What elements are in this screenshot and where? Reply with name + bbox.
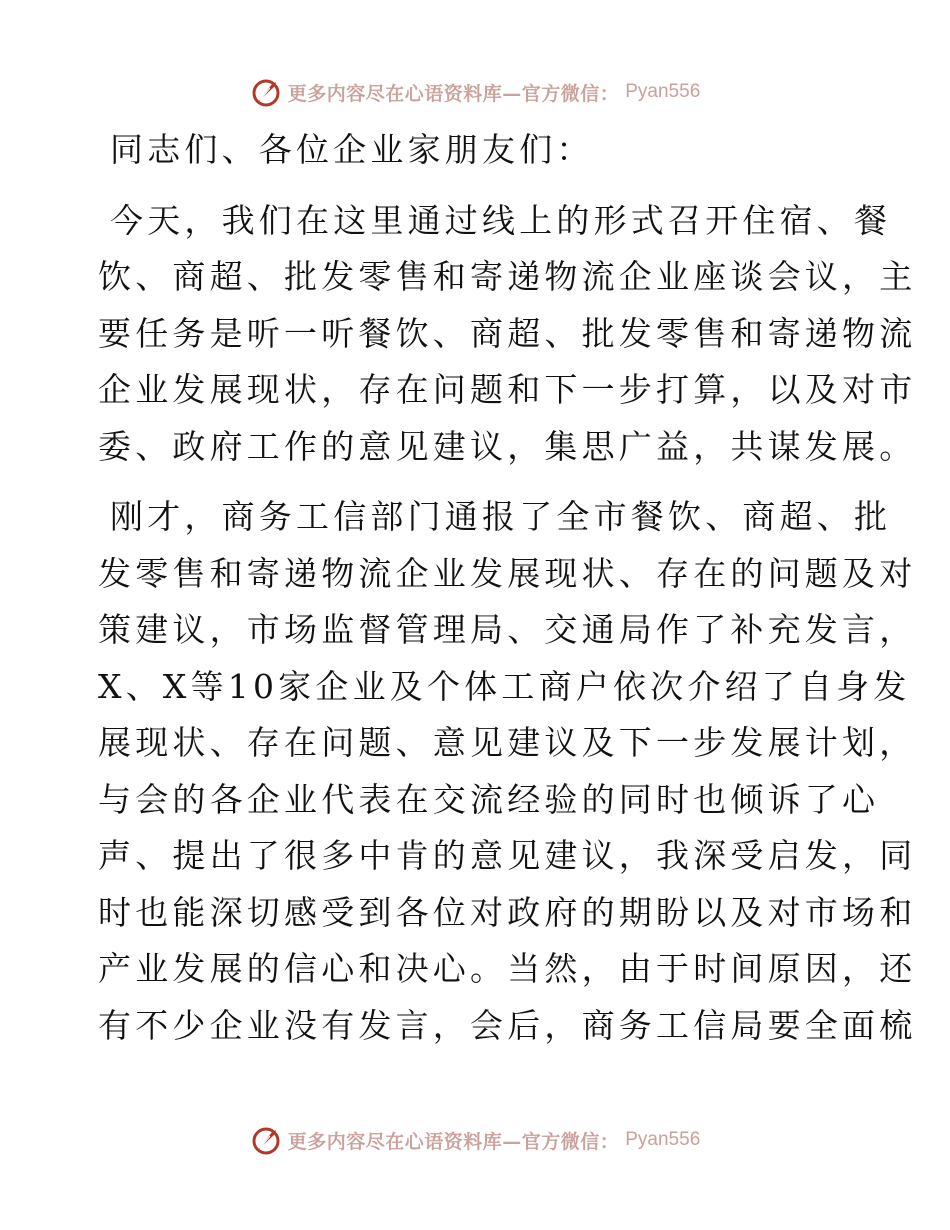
paragraph-1 bbox=[98, 193, 917, 476]
greeting: 同志们、各位企业家朋友们： bbox=[110, 130, 594, 169]
watermark-text: 更多内容尽在心语资料库—官方微信： bbox=[287, 1130, 620, 1153]
text-line: 企业发展现状，存在问题和下一步打算，以及对市 bbox=[98, 370, 917, 409]
text-line: 发零售和寄递物流企业发展现状、存在的问题及对 bbox=[98, 553, 917, 593]
text-line: 委、政府工作的意见建议，集思广益，共谋发展。 bbox=[98, 426, 917, 466]
quill-logo-icon bbox=[250, 1124, 282, 1156]
text-line: 策建议，市场监督管理局、交通局作了补充发言， bbox=[98, 610, 917, 649]
text-line: 与会的各企业代表在交流经验的同时也倾诉了心 bbox=[98, 779, 880, 819]
quill-logo-icon bbox=[250, 76, 282, 108]
paragraph-2 bbox=[98, 489, 917, 1054]
text-line: 要任务是听一听餐饮、商超、批发零售和寄递物流 bbox=[98, 313, 917, 353]
watermark-text: 更多内容尽在心语资料库—官方微信： bbox=[287, 82, 620, 105]
text-line: 有不少企业没有发言，会后，商务工信局要全面梳 bbox=[98, 1005, 917, 1045]
watermark-handle: Pyan556 bbox=[625, 81, 701, 102]
text-line: 今天，我们在这里通过线上的形式召开住宿、餐 bbox=[110, 200, 892, 240]
watermark-footer bbox=[0, 1120, 950, 1160]
text-line: 声、提出了很多中肯的意见建议，我深受启发，同 bbox=[98, 836, 917, 875]
text-line: 产业发展的信心和决心。当然，由于时间原因，还 bbox=[98, 949, 917, 988]
text-line: 饮、商超、批发零售和寄递物流企业座谈会议，主 bbox=[98, 257, 917, 296]
watermark-handle: Pyan556 bbox=[625, 1129, 701, 1150]
text-line: 时也能深切感受到各位对政府的期盼以及对市场和 bbox=[98, 892, 917, 932]
document-body bbox=[98, 122, 917, 1054]
watermark-header bbox=[0, 72, 950, 112]
text-line: X、X等10家企业及个体工商户依次介绍了自身发 bbox=[98, 666, 911, 706]
text-line: 刚才，商务工信部门通报了全市餐饮、商超、批 bbox=[110, 497, 892, 536]
text-line: 展现状、存在问题、意见建议及下一步发展计划， bbox=[98, 723, 917, 762]
